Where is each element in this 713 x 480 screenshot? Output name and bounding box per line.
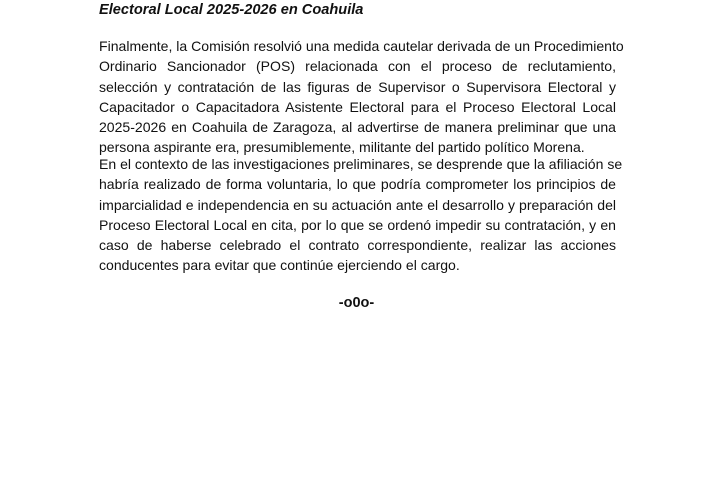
paragraph-line: habría realizado de forma voluntaria, lo que podría comprometer los principios de bbox=[99, 176, 616, 193]
paragraph-line: persona aspirante era, presumiblemente, militante del partido político Morena. bbox=[99, 139, 585, 156]
section-heading: Electoral Local 2025-2026 en Coahuila bbox=[99, 2, 364, 18]
paragraph-line: Finalmente, la Comisión resolvió una medida cautelar derivada de un Procedimiento bbox=[99, 38, 624, 54]
paragraph-line: Ordinario Sancionador (POS) relacionada con el proceso de reclutamiento, bbox=[99, 58, 616, 75]
paragraph-line: caso de haberse celebrado el contrato correspondiente, realizar las acciones bbox=[99, 237, 616, 254]
paragraph-investigaciones bbox=[99, 154, 623, 276]
paragraph-line: Proceso Electoral Local en cita, por lo que se ordenó impedir su contratación, y en bbox=[99, 216, 616, 233]
paragraph-line: selección y contratación de las figuras de Supervisor o Supervisora Electoral y bbox=[99, 78, 616, 95]
paragraph-line: Capacitador o Capacitadora Asistente Electoral para el Proceso Electoral Local bbox=[99, 98, 616, 115]
closing-mark: -o0o- bbox=[338, 295, 375, 311]
paragraph-line: 2025-2026 en Coahuila de Zaragoza, al advertirse de manera preliminar que una bbox=[99, 119, 616, 136]
paragraph-line: conducentes para evitar que continúe ejerciendo el cargo. bbox=[99, 257, 460, 274]
paragraph-medida-cautelar bbox=[99, 36, 624, 158]
paragraph-line: En el contexto de las investigaciones preliminares, se desprende que la afiliación se bbox=[99, 156, 623, 172]
paragraph-line: imparcialidad e independencia en su actuación ante el desarrollo y preparación del bbox=[99, 196, 616, 213]
